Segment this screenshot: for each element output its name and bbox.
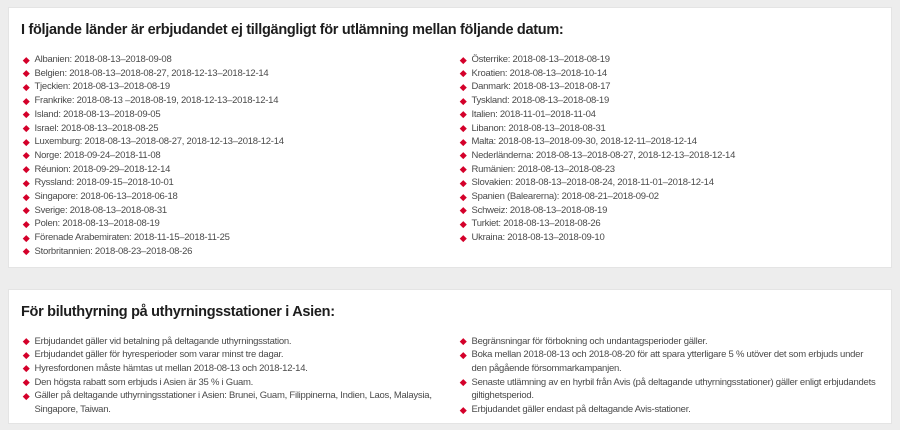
diamond-bullet-icon [23, 352, 29, 358]
diamond-bullet-icon [23, 98, 29, 104]
list-item-text: Tjeckien: 2018-08-13–2018-08-19 [34, 81, 170, 93]
list-item [461, 67, 879, 81]
asia-rental-title: För biluthyrning på uthyrningsstationer i Asien: [21, 303, 335, 320]
list-item-text: Polen: 2018-08-13–2018-08-19 [34, 218, 160, 230]
list-item-text: Luxemburg: 2018-08-13–2018-08-27, 2018-12-13–2018-12-14 [34, 136, 284, 148]
diamond-bullet-icon [23, 84, 29, 90]
list-item [24, 335, 450, 349]
list-item-text: Albanien: 2018-08-13–2018-09-08 [34, 54, 172, 65]
diamond-bullet-icon [460, 57, 466, 63]
list-item-text: Storbritannien: 2018-08-23–2018-08-26 [34, 245, 193, 257]
list-item-text: Boka mellan 2018-08-13 och 2018-08-20 för att spara ytterligare 5 % utöver det som erbjuds under den pågående försommarkampanjen. [471, 349, 864, 374]
list-item-text: Erbjudandet gäller endast på deltagande Avis-stationer. [471, 404, 691, 416]
list-item-text: Schweiz: 2018-08-13–2018-08-19 [471, 204, 608, 216]
diamond-bullet-icon [23, 70, 29, 76]
list-item-text: Tyskland: 2018-08-13–2018-08-19 [471, 95, 609, 107]
diamond-bullet-icon [23, 111, 29, 117]
list-item [24, 94, 450, 108]
country-date-list-right [450, 53, 879, 259]
diamond-bullet-icon [460, 194, 466, 200]
list-item-text: Begränsningar för förbokning och undantagsperioder gäller. [471, 335, 708, 347]
list-item-text: Israel: 2018-08-13–2018-08-25 [34, 122, 159, 134]
blackout-dates-title: I följande länder är erbjudandet ej tillgängligt för utlämning mellan följande datum: [21, 22, 564, 38]
list-item-text: Erbjudandet gäller vid betalning på deltagande uthyrningsstation. [34, 335, 292, 347]
diamond-bullet-icon [23, 194, 29, 200]
diamond-bullet-icon [23, 207, 29, 213]
list-item [461, 348, 879, 375]
list-item [24, 108, 450, 122]
list-item [461, 80, 879, 94]
diamond-bullet-icon [460, 152, 466, 158]
diamond-bullet-icon [23, 125, 29, 131]
diamond-bullet-icon [460, 407, 466, 413]
list-item-text: Danmark: 2018-08-13–2018-08-17 [471, 81, 611, 93]
list-item [24, 362, 450, 376]
list-item-text: Senaste utlämning av en hyrbil från Avis (på deltagande uthyrningsstationer) gäller enligt erbjudandets giltighetsperiod. [471, 376, 876, 402]
list-item [24, 135, 450, 149]
list-item-text: Libanon: 2018-08-13–2018-08-31 [471, 122, 606, 134]
diamond-bullet-icon [23, 235, 29, 241]
diamond-bullet-icon [460, 98, 466, 104]
list-item [24, 389, 450, 416]
list-item [461, 376, 879, 403]
diamond-bullet-icon [23, 393, 29, 399]
diamond-bullet-icon [460, 139, 466, 145]
diamond-bullet-icon [460, 221, 466, 227]
list-item-text: Belgien: 2018-08-13–2018-08-27, 2018-12-13–2018-12-14 [34, 67, 269, 79]
diamond-bullet-icon [460, 125, 466, 131]
diamond-bullet-icon [23, 221, 29, 227]
list-item-text: Österrike: 2018-08-13–2018-08-19 [471, 54, 610, 65]
diamond-bullet-icon [23, 152, 29, 158]
list-item [461, 204, 879, 218]
list-item [24, 204, 450, 218]
diamond-bullet-icon [460, 235, 466, 241]
list-item-text: Gäller på deltagande uthyrningsstationer i Asien: Brunei, Guam, Filippinerna, Indien, Laos, Malaysia, Singapore, Taiwan. [34, 390, 432, 416]
diamond-bullet-icon [460, 338, 466, 344]
list-item-text: Réunion: 2018-09-29–2018-12-14 [34, 163, 171, 175]
list-item-text: Kroatien: 2018-08-13–2018-10-14 [471, 67, 607, 79]
list-item-text: Den högsta rabatt som erbjuds i Asien är 35 % i Guam. [34, 376, 254, 388]
diamond-bullet-icon [460, 180, 466, 186]
list-item [461, 94, 879, 108]
list-item [24, 231, 450, 245]
list-item [461, 403, 879, 417]
asia-terms-list-left [21, 335, 450, 417]
list-item-text: Turkiet: 2018-08-13–2018-08-26 [471, 218, 601, 230]
blackout-dates-section [8, 7, 892, 268]
diamond-bullet-icon [23, 248, 29, 254]
list-item [461, 135, 879, 149]
country-date-list-left [21, 53, 450, 259]
diamond-bullet-icon [460, 166, 466, 172]
diamond-bullet-icon [460, 70, 466, 76]
list-item [461, 53, 879, 67]
list-item [24, 80, 450, 94]
list-item [461, 108, 879, 122]
list-item [24, 217, 450, 231]
diamond-bullet-icon [23, 338, 29, 344]
list-item [461, 231, 879, 245]
list-item [24, 376, 450, 390]
list-item-text: Island: 2018-08-13–2018-09-05 [34, 108, 161, 120]
list-item [461, 176, 879, 190]
list-item-text: Ryssland: 2018-09-15–2018-10-01 [34, 177, 174, 189]
list-item [24, 176, 450, 190]
list-item [24, 190, 450, 204]
list-item [24, 348, 450, 362]
diamond-bullet-icon [23, 166, 29, 172]
diamond-bullet-icon [460, 111, 466, 117]
list-item-text: Spanien (Balearerna): 2018-08-21–2018-09-02 [471, 191, 659, 203]
asia-rental-section [8, 289, 892, 424]
diamond-bullet-icon [460, 352, 466, 358]
list-item [24, 67, 450, 81]
diamond-bullet-icon [23, 139, 29, 145]
list-item-text: Singapore: 2018-06-13–2018-06-18 [34, 191, 178, 203]
list-item [24, 163, 450, 177]
list-item-text: Malta: 2018-08-13–2018-09-30, 2018-12-11–2018-12-14 [471, 136, 697, 148]
list-item-text: Frankrike: 2018-08-13 –2018-08-19, 2018-12-13–2018-12-14 [34, 95, 279, 107]
list-item [24, 122, 450, 136]
list-item-text: Norge: 2018-09-24–2018-11-08 [34, 149, 161, 161]
diamond-bullet-icon [23, 379, 29, 385]
diamond-bullet-icon [23, 180, 29, 186]
list-item-text: Italien: 2018-11-01–2018-11-04 [471, 108, 596, 120]
list-item-text: Slovakien: 2018-08-13–2018-08-24, 2018-11-01–2018-12-14 [471, 177, 714, 189]
list-item [24, 149, 450, 163]
list-item [461, 335, 879, 349]
list-item [461, 163, 879, 177]
list-item [24, 53, 450, 67]
list-item [461, 190, 879, 204]
list-item-text: Förenade Arabemiraten: 2018-11-15–2018-11-25 [34, 232, 230, 244]
list-item-text: Nederländerna: 2018-08-13–2018-08-27, 2018-12-13–2018-12-14 [471, 149, 736, 161]
diamond-bullet-icon [460, 84, 466, 90]
diamond-bullet-icon [23, 57, 29, 63]
list-item-text: Erbjudandet gäller för hyresperioder som varar minst tre dagar. [34, 349, 284, 361]
list-item-text: Ukraina: 2018-08-13–2018-09-10 [471, 232, 605, 244]
list-item [24, 245, 450, 259]
diamond-bullet-icon [460, 379, 466, 385]
list-item-text: Hyresfordonen måste hämtas ut mellan 2018-08-13 och 2018-12-14. [34, 362, 308, 374]
diamond-bullet-icon [460, 207, 466, 213]
blackout-dates-columns [21, 53, 879, 259]
diamond-bullet-icon [23, 366, 29, 372]
list-item [461, 149, 879, 163]
asia-terms-list-right [450, 335, 879, 417]
list-item [461, 122, 879, 136]
asia-rental-columns [21, 335, 879, 417]
list-item [461, 217, 879, 231]
list-item-text: Sverige: 2018-08-13–2018-08-31 [34, 204, 167, 216]
list-item-text: Rumänien: 2018-08-13–2018-08-23 [471, 163, 615, 175]
